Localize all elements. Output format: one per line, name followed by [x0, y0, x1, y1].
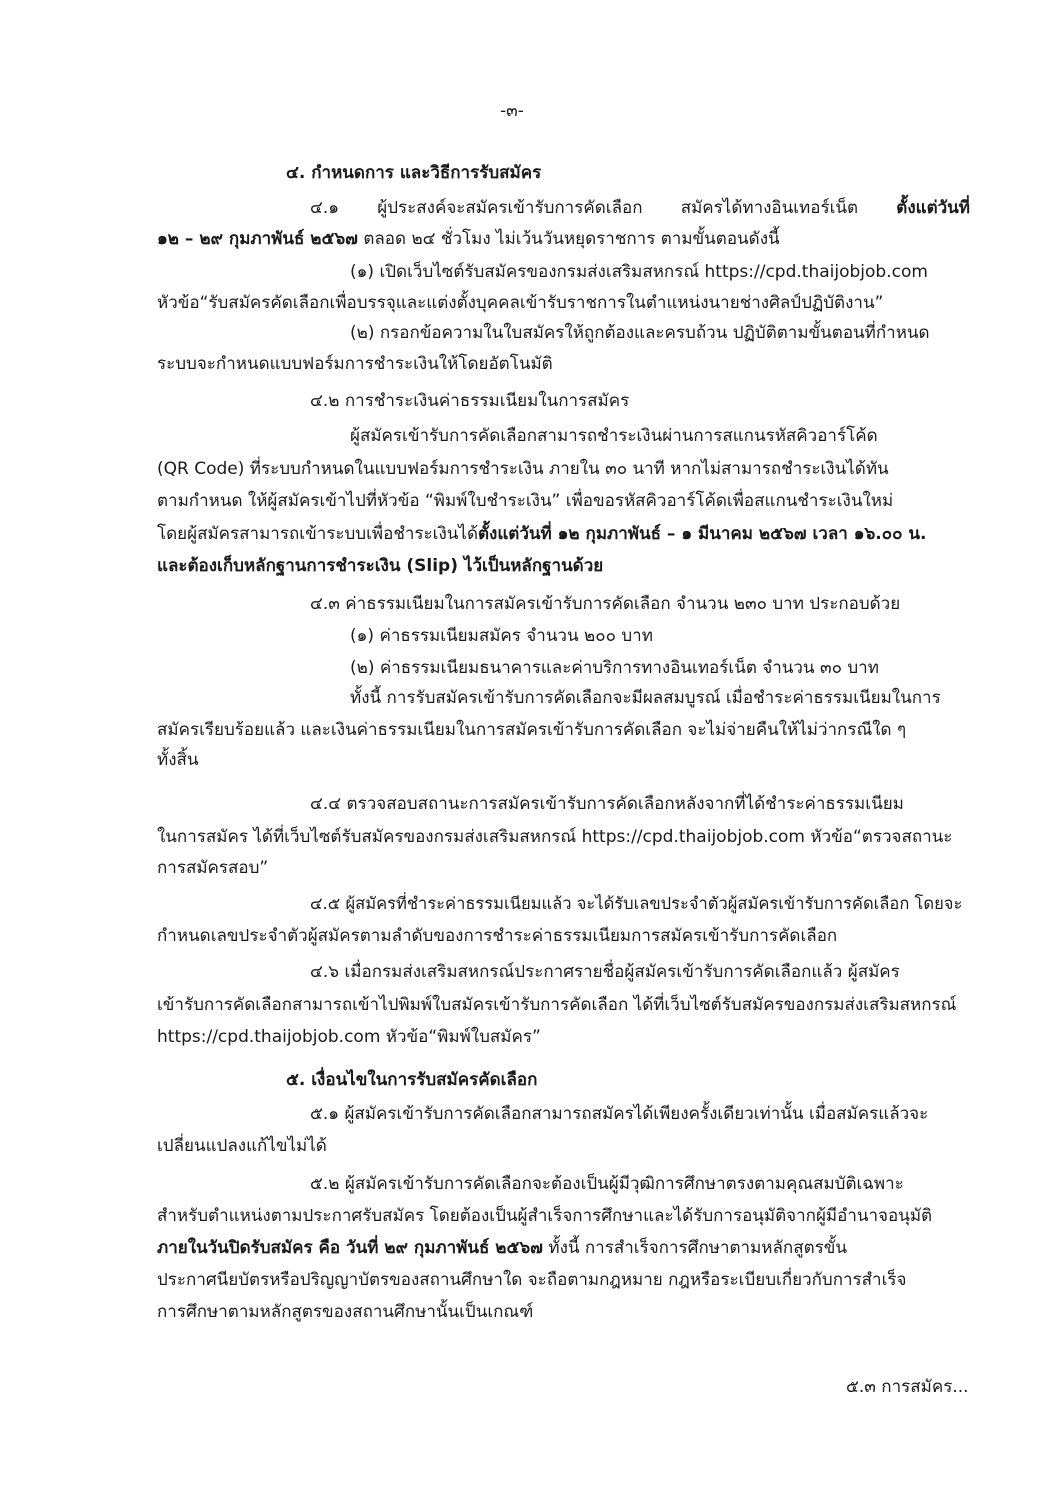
item-4-1-2-line-1: (๒) กรอกข้อความในใบสมัครให้ถูกต้องและครบถ้วน ปฏิบัติตามขั้นตอนที่กำหนด	[350, 323, 930, 343]
item-4-1-1-line-2: หัวข้อ“รับสมัครคัดเลือกเพื่อบรรจุและแต่งตั้งบุคคลเข้ารับราชการในตำแหน่งนายช่างศิลป์ปฏิบัติงาน”	[157, 293, 884, 313]
para-4-6-line-3: https://cpd.thaijobjob.com หัวข้อ“พิมพ์ใบสมัคร”	[157, 1027, 541, 1047]
item-4-3-2: (๒) ค่าธรรมเนียมธนาคารและค่าบริการทางอินเทอร์เน็ต จำนวน ๓๐ บาท	[350, 658, 879, 678]
para-4-2-payment-period: ตั้งแต่วันที่ ๑๒ กุมภาพันธ์ – ๑ มีนาคม ๒๕๖๗ เวลา ๑๖.๐๐ น.	[478, 524, 927, 544]
para-4-1-line-1	[310, 200, 970, 217]
para-5-2-line-3-rest: ทั้งนี้ การสำเร็จการศึกษาตามหลักสูตรขั้น	[542, 1238, 847, 1258]
para-4-3-note-line-2: สมัครเรียบร้อยแล้ว และเงินค่าธรรมเนียมในการสมัครเข้ารับการคัดเลือก จะไม่จ่ายคืนให้ไม่ว่ากรณีใด ๆ	[157, 720, 907, 740]
para-4-3-title: ๔.๓ ค่าธรรมเนียมในการสมัครเข้ารับการคัดเลือก จำนวน ๒๓๐ บาท ประกอบด้วย	[310, 594, 901, 614]
para-4-3-note-line-1: ทั้งนี้ การรับสมัครเข้ารับการคัดเลือกจะมีผลสมบูรณ์ เมื่อชำระค่าธรรมเนียมในการ	[350, 688, 941, 708]
para-4-4-line-3: การสมัครสอบ”	[157, 858, 269, 878]
item-4-3-1: (๑) ค่าธรรมเนียมสมัคร จำนวน ๒๐๐ บาท	[350, 626, 653, 646]
para-5-2-line-1: ๕.๒ ผู้สมัครเข้ารับการคัดเลือกจะต้องเป็นผู้มีวุฒิการศึกษาตรงตามคุณสมบัติเฉพาะ	[310, 1174, 904, 1194]
para-4-5-line-1: ๔.๕ ผู้สมัครที่ชำระค่าธรรมเนียมแล้ว จะได้รับเลขประจำตัวผู้สมัครเข้ารับการคัดเลือก โดยจะ	[310, 894, 963, 913]
para-4-2-line-5: และต้องเก็บหลักฐานการชำระเงิน (Slip) ไว้เป็นหลักฐานด้วย	[157, 556, 604, 576]
para-4-2-line-3: ตามกำหนด ให้ผู้สมัครเข้าไปที่หัวข้อ “พิมพ์ใบชำระเงิน” เพื่อขอรหัสคิวอาร์โค้ดเพื่อสแกนชำระเงินใหม่	[157, 491, 894, 511]
para-4-2-line-4-text: โดยผู้สมัครสามารถเข้าระบบเพื่อชำระเงินได้	[157, 524, 478, 544]
para-4-1-date-range: ๑๒ – ๒๙ กุมภาพันธ์ ๒๕๖๗	[157, 229, 358, 249]
para-5-2-line-5: การศึกษาตามหลักสูตรของสถานศึกษานั้นเป็นเกณฑ์	[157, 1302, 534, 1322]
para-4-1-rest: ตลอด ๒๔ ชั่วโมง ไม่เว้นวันหยุดราชการ ตามขั้นตอนดังนี้	[357, 229, 780, 249]
para-4-1-text: ๔.๑ ผู้ประสงค์จะสมัครเข้ารับการคัดเลือก สมัครได้ทางอินเทอร์เน็ต	[310, 198, 897, 218]
para-4-4-line-2: ในการสมัคร ได้ที่เว็บไซต์รับสมัครของกรมส่งเสริมสหกรณ์ https://cpd.thaijobjob.com หัวข้อ“ตรวจสถานะ	[157, 827, 953, 847]
para-5-1-line-1: ๕.๑ ผู้สมัครเข้ารับการคัดเลือกสามารถสมัครได้เพียงครั้งเดียวเท่านั้น เมื่อสมัครแล้วจะ	[310, 1104, 929, 1124]
para-4-1-line-2	[157, 231, 780, 248]
para-4-2-line-4	[157, 526, 927, 543]
para-4-6-line-2: เข้ารับการคัดเลือกสามารถเข้าไปพิมพ์ใบสมัครเข้ารับการคัดเลือก ได้ที่เว็บไซต์รับสมัครของกรมส่งเสริมสหกรณ์	[157, 995, 957, 1015]
para-4-3-note-line-3: ทั้งสิ้น	[157, 750, 199, 770]
para-5-2-line-2: สำหรับตำแหน่งตามประกาศรับสมัคร โดยต้องเป็นผู้สำเร็จการศึกษาและได้รับการอนุมัติจากผู้มีอำนาจอนุมัติ	[157, 1206, 933, 1226]
para-5-2-line-4: ประกาศนียบัตรหรือปริญญาบัตรของสถานศึกษาใด จะถือตามกฎหมาย กฎหรือระเบียบเกี่ยวกับการสำเร็จ	[157, 1270, 907, 1290]
para-4-6-line-1: ๔.๖ เมื่อกรมส่งเสริมสหกรณ์ประกาศรายชื่อผู้สมัครเข้ารับการคัดเลือกแล้ว ผู้สมัคร	[310, 962, 900, 982]
section-5-heading: ๕. เงื่อนไขในการรับสมัครคัดเลือก	[286, 1070, 538, 1090]
para-4-1-date-bold: ตั้งแต่วันที่	[896, 198, 970, 218]
section-4-heading: ๔. กำหนดการ และวิธีการรับสมัคร	[286, 163, 542, 183]
page-number: -๓-	[500, 101, 524, 121]
next-page-catchword: ๕.๓ การสมัคร...	[846, 1377, 969, 1397]
para-4-5-line-2: กำหนดเลขประจำตัวผู้สมัครตามลำดับของการชำระค่าธรรมเนียมการสมัครเข้ารับการคัดเลือก	[157, 926, 838, 946]
para-4-2-title: ๔.๒ การชำระเงินค่าธรรมเนียมในการสมัคร	[310, 391, 630, 411]
para-4-2-line-1: ผู้สมัครเข้ารับการคัดเลือกสามารถชำระเงินผ่านการสแกนรหัสคิวอาร์โค้ด	[350, 426, 878, 446]
para-5-2-deadline: ภายในวันปิดรับสมัคร คือ วันที่ ๒๙ กุมภาพันธ์ ๒๕๖๗	[157, 1238, 543, 1258]
item-4-1-1-line-1: (๑) เปิดเว็บไซต์รับสมัครของกรมส่งเสริมสหกรณ์ https://cpd.thaijobjob.com	[350, 262, 928, 282]
para-5-1-line-2: เปลี่ยนแปลงแก้ไขไม่ได้	[157, 1136, 327, 1156]
para-4-4-line-1: ๔.๔ ตรวจสอบสถานะการสมัครเข้ารับการคัดเลือกหลังจากที่ได้ชำระค่าธรรมเนียม	[310, 794, 904, 814]
para-4-2-line-2: (QR Code) ที่ระบบกำหนดในแบบฟอร์มการชำระเงิน ภายใน ๓๐ นาที หากไม่สามารถชำระเงินได้ทัน	[157, 459, 889, 479]
para-5-2-line-3	[157, 1240, 847, 1257]
item-4-1-2-line-2: ระบบจะกำหนดแบบฟอร์มการชำระเงินให้โดยอัตโนมัติ	[157, 354, 553, 374]
